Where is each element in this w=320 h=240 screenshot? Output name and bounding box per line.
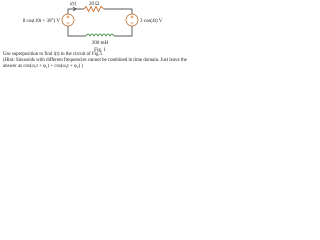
inductor-symbol xyxy=(86,34,114,36)
question-line-1: Use superposition to find i(t) in the circuit of Fig.1. xyxy=(3,52,104,57)
question-text xyxy=(3,52,198,71)
right-source-label: 3 cos(4t) V xyxy=(140,19,163,24)
resistor-symbol xyxy=(84,7,104,12)
current-label: i(t) xyxy=(70,2,77,7)
left-voltage-source xyxy=(62,14,74,26)
question-line-2: (Hint: Sinusoids with different frequencies cannot be combined in time domain. Just leave the xyxy=(3,58,187,64)
resistor-label: 20 Ω xyxy=(89,2,99,7)
right-voltage-source xyxy=(126,14,138,26)
question-line-3: answer as cos(ω₁t + φ₁) + cos(ω₂t + φ₂) ) xyxy=(3,64,84,70)
inductor-label: 300 mH xyxy=(91,41,109,46)
circuit-wires xyxy=(68,7,132,36)
circuit-diagram xyxy=(0,0,200,52)
figure-label: Fig. 1 xyxy=(94,48,106,52)
left-source-label: 8 cos(10t + 30°) V xyxy=(22,19,60,24)
